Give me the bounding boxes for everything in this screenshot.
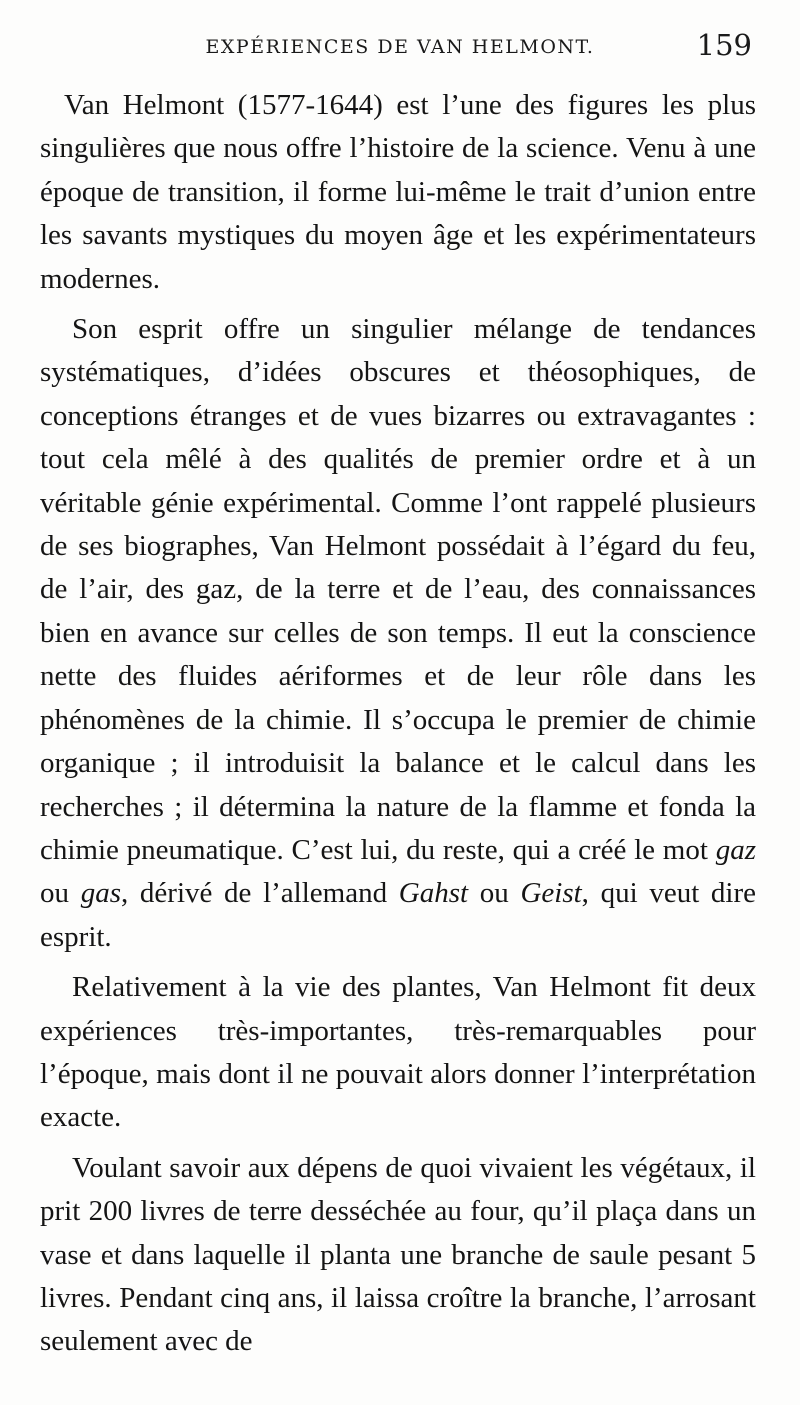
paragraph-3-text: Relativement à la vie des plantes, Van Helmont fit deux expériences très-importantes, très-remarquables pour l’époque, mais dont il ne pouvait alors donner l’interprétation exacte. <box>40 971 756 1134</box>
paragraph-2 <box>40 308 756 959</box>
paragraph-3 <box>40 966 756 1140</box>
italic-word-gas: gas <box>80 877 121 910</box>
page-header <box>40 26 760 66</box>
paragraph-2-text-3: , dérivé de l’allemand <box>120 877 388 910</box>
page-number: 159 <box>696 28 752 62</box>
italic-word-gahst: Gahst <box>398 877 469 910</box>
body-text <box>40 84 756 1364</box>
paragraph-4-text: Voulant savoir aux dépens de quoi vivaient les végétaux, il prit 200 livres de terre desséchée au four, qu’il plaça dans un vase et dans laquelle il planta une branche de saule pesant 5 livres. Pendant cinq ans, il laissa croître la branche, l’arrosant seulement avec de <box>40 1151 756 1358</box>
paragraph-2-text-5: , qui veut dire esprit. <box>40 877 757 953</box>
running-title: EXPÉRIENCES DE VAN HELMONT. <box>205 36 595 58</box>
paragraph-2-text-2: ou <box>40 877 69 910</box>
paragraph-4 <box>40 1147 756 1364</box>
paragraph-2-text-4: ou <box>479 877 509 910</box>
italic-word-geist: Geist <box>520 877 582 910</box>
paragraph-1 <box>40 84 756 301</box>
paragraph-1-text: Van Helmont (1577-1644) est l’une des figures les plus singulières que nous offre l’histoire de la science. Venu à une époque de transition, il forme lui-même le trait d’union entre les savants mystiques du moyen âge et les expérimentateurs modernes. <box>40 89 756 295</box>
italic-word-gaz: gaz <box>715 833 756 866</box>
paragraph-2-text: Son esprit offre un singulier mélange de tendances systématiques, d’idées obscures et théosophiques, de conceptions étranges et de vues bizarres ou extravagantes : tout cela mêlé à des qualités de premier ordre et à un véritable génie expérimental. Comme l’ont rappelé plusieurs de ses biographes, Van Helmont possédait à l’égard du feu, de l’air, des gaz, de la terre et de l’eau, des connaissances bien en avance sur celles de son temps. Il eut la conscience nette des fluides aériformes et de leur rôle dans les phénomènes de la chimie. Il s’occupa le premier de chimie organique ; il introduisit la balance et le calcul dans les recherches ; il détermina la nature de la flamme et fonda la chimie pneumatique. C’est lui, du reste, qui a créé le mot <box>40 313 756 866</box>
